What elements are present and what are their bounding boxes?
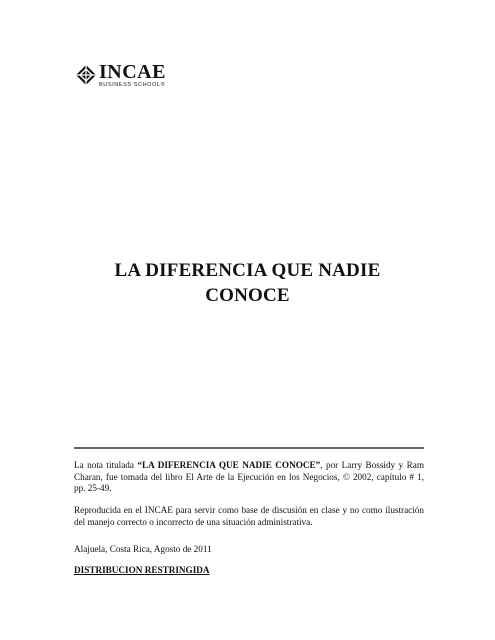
logo-name: INCAE <box>99 61 166 83</box>
document-title <box>60 258 435 308</box>
logo-subtitle: BUSINESS SCHOOL® <box>99 82 166 88</box>
reproduction-note: Reproducida en el INCAE para servir como base de discusión en clase y no como ilustración del manejo correcto o incorrecto de una situación administrativa. <box>74 505 424 527</box>
distribution-label: DISTRIBUCION RESTRINGIDA <box>74 565 210 575</box>
horizontal-divider <box>74 447 424 449</box>
incae-emblem-icon <box>75 64 97 86</box>
place-and-date: Alajuela, Costa Rica, Agosto de 2011 <box>74 544 212 554</box>
title-line-1: LA DIFERENCIA QUE NADIE <box>114 260 381 281</box>
note-bold-title: “LA DIFERENCIA QUE NADIE CONOCE” <box>137 460 321 470</box>
title-line-2: CONOCE <box>205 285 290 306</box>
incae-logo <box>75 62 166 89</box>
source-note: La nota titulada “LA DIFERENCIA QUE NADIE CONOCE”, por Larry Bossidy y Ram Charan, fue tomada del libro El Arte de la Ejecución en los Negocios, © 2002, capítulo # 1, pp. 25-49. <box>74 460 424 493</box>
